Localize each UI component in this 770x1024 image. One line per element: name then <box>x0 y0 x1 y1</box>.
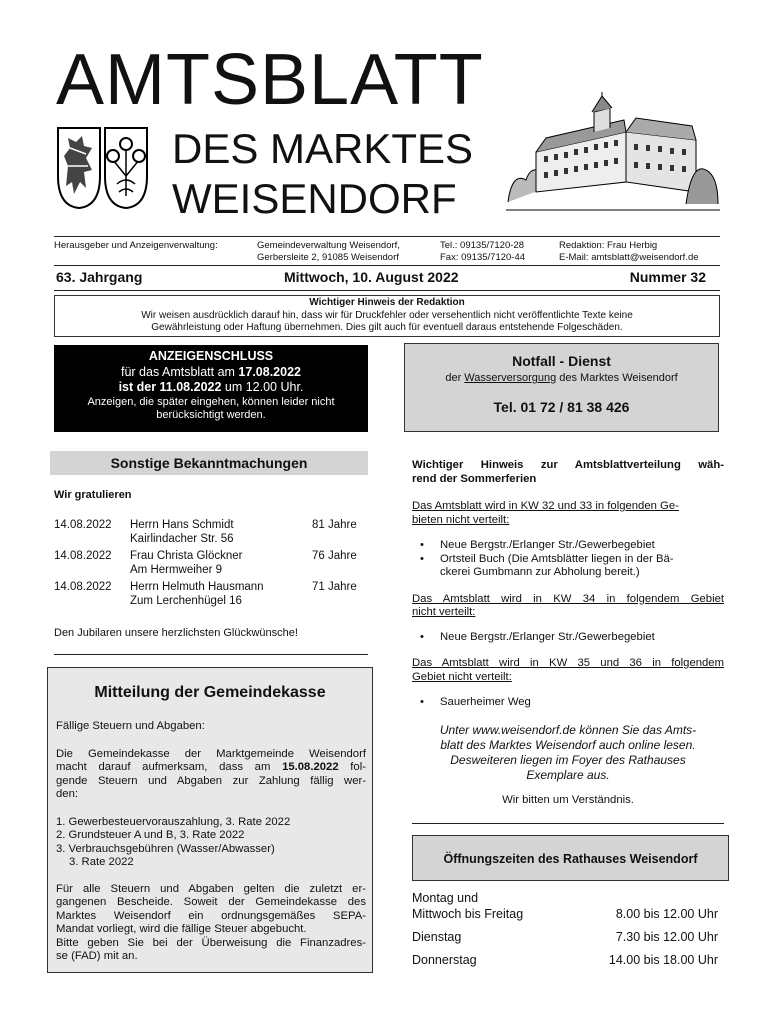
hours-day: Montag und <box>412 891 479 905</box>
newspaper-subtitle-line2: WEISENDORF <box>172 175 457 222</box>
masthead-rule <box>54 236 720 237</box>
wir-gratulieren-heading: Wir gratulieren <box>54 489 132 501</box>
hours-day: Donnerstag <box>412 953 477 967</box>
notfall-dienst-box <box>404 343 719 432</box>
redaktion-notice <box>54 295 720 337</box>
hours-time: 14.00 bis 18.00 Uhr <box>608 953 718 967</box>
issue-jahrgang: 63. Jahrgang <box>56 269 143 285</box>
list-item: • Neue Bergstr./Erlanger Str./Gewerbegebiet <box>420 539 655 551</box>
verteilung-s3-list <box>412 696 724 710</box>
birthday-street: Am Hermweiher 9 <box>130 564 223 576</box>
birthday-name: Herrn Helmuth Hausmann <box>130 581 264 593</box>
gemeindekasse-intro: Fällige Steuern und Abgaben: <box>56 720 205 732</box>
publisher-email[interactable]: E-Mail: amtsblatt@weisendorf.de <box>559 252 699 263</box>
list-item: • Ortsteil Buch (Die Amtsblätter liegen in der Bä- <box>420 552 674 565</box>
birthday-name: Herrn Hans Schmidt <box>130 519 234 531</box>
verteilung-s1-heading: Das Amtsblatt wird in KW 32 und 33 in folgenden Ge- bieten nicht verteilt: <box>412 500 679 526</box>
list-item: • Sauerheimer Weg <box>420 696 531 708</box>
hours-row <box>412 891 718 907</box>
gemeindekasse-paragraph2: Für alle Steuern und Abgaben gelten die zuletzt er- gangenen Bescheide. Soweit der Gemeindekasse des Marktes Weisendorf ein ordnungsgemäßes SEPA- Mandat vorliegt, wird die fällige Steuer abgebucht. Bitte geben Sie bei der Überweisung die Finanzadres- se (FAD) mit an. <box>56 882 366 962</box>
hours-row <box>412 930 718 953</box>
anzeigenschluss-line1: für das Amtsblatt am 17.08.2022 <box>121 364 301 379</box>
coat-of-arms-lion-icon <box>56 126 102 210</box>
newspaper-subtitle-line1: DES MARKTES <box>172 125 474 172</box>
birthday-entry <box>54 549 368 580</box>
birthday-entry <box>54 580 368 611</box>
birthday-age: 71 Jahre <box>312 581 357 593</box>
publisher-redaktion: Redaktion: Frau Herbig <box>559 240 658 251</box>
due-item: 2. Grundsteuer A und B, 3. Rate 2022 <box>56 829 245 841</box>
birthday-date: 14.08.2022 <box>54 581 112 593</box>
section-header-sonstige: Sonstige Bekanntmachungen <box>50 451 368 475</box>
birthday-name: Frau Christa Glöckner <box>130 550 243 562</box>
issue-number: Nummer 32 <box>629 269 706 285</box>
anzeigenschluss-box <box>54 345 368 432</box>
publisher-label: Herausgeber und Anzeigenverwaltung: <box>54 240 218 251</box>
birthday-list <box>54 518 368 611</box>
publisher-address-line2: Gerbersleite 2, 91085 Weisendorf <box>257 252 399 263</box>
publisher-address-line1: Gemeindeverwaltung Weisendorf, <box>257 240 400 251</box>
issue-rule-bottom <box>54 290 720 291</box>
due-item: 3. Verbrauchsgebühren (Wasser/Abwasser) <box>56 842 275 855</box>
issue-rule-top <box>54 265 720 266</box>
notfall-title: Notfall - Dienst <box>512 353 611 369</box>
birthday-closing: Den Jubilaren unsere herzlichsten Glückwünsche! <box>54 627 298 639</box>
notice-line2: Gewährleistung oder Haftung übernehmen. Dies gilt auch für eventuell daraus entstehende Folgeschäden. <box>151 322 623 333</box>
oeffnungszeiten-header: Öffnungszeiten des Rathauses Weisendorf <box>412 835 729 881</box>
hours-day: Dienstag <box>412 930 462 944</box>
verteilung-thanks: Wir bitten um Verständnis. <box>502 793 634 806</box>
gemeindekasse-box <box>47 667 373 973</box>
notfall-subtitle: der Wasserversorgung des Marktes Weisendorf <box>445 372 678 384</box>
hours-time: 8.00 bis 12.00 Uhr <box>615 907 718 921</box>
birthday-age: 76 Jahre <box>312 550 357 562</box>
verteilung-s2-heading: Das Amtsblatt wird in KW 34 in folgendem Gebiet nicht verteilt: <box>412 592 724 618</box>
notice-line1: Wir weisen ausdrücklich darauf hin, dass wir für Druckfehler oder versehentlich nicht veröffentlichte Texte keine <box>141 309 633 321</box>
coat-of-arms-flowers-icon <box>103 126 149 210</box>
verteilung-s1-list <box>412 539 724 580</box>
notice-title: Wichtiger Hinweis der Redaktion <box>309 297 465 308</box>
gemeindekasse-paragraph1: Die Gemeindekasse der Marktgemeinde Weisendorf macht darauf aufmerksam, dass am 15.08.2022 fol- gende Steuern und Abgaben zur Zahlung fällig wer- den: <box>56 747 366 800</box>
section-divider <box>54 654 368 655</box>
gemeindekasse-due-list <box>56 816 366 870</box>
issue-bar <box>54 269 720 289</box>
birthday-street: Kairlindacher Str. 56 <box>130 533 234 545</box>
anzeigenschluss-line3: Anzeigen, die später eingehen, können leider nicht <box>87 395 335 408</box>
birthday-entry <box>54 518 368 549</box>
hours-row <box>412 907 718 930</box>
hours-time: 7.30 bis 12.00 Uhr <box>615 930 718 944</box>
birthday-street: Zum Lerchenhügel 16 <box>130 595 242 607</box>
list-item-continued: ckerei Gumbmann zur Abholung bereit.) <box>440 566 640 578</box>
newspaper-title: AMTSBLATT <box>56 40 484 120</box>
gemeindekasse-title: Mitteilung der Gemeindekasse <box>94 684 326 701</box>
gemeindekasse-body <box>56 720 366 964</box>
verteilung-s3-heading: Das Amtsblatt wird in KW 35 und 36 in folgendem Gebiet nicht verteilt: <box>412 657 724 683</box>
birthday-date: 14.08.2022 <box>54 519 112 531</box>
anzeigenschluss-title: ANZEIGENSCHLUSS <box>148 349 274 363</box>
notfall-phone: Tel. 01 72 / 81 38 426 <box>493 399 630 415</box>
verteilung-title: Wichtiger Hinweis zur Amtsblattverteilung wäh- rend der Sommerferien <box>412 459 724 485</box>
due-item: 1. Gewerbesteuervorauszahlung, 3. Rate 2022 <box>56 815 291 828</box>
anzeigenschluss-line2: ist der 11.08.2022 um 12.00 Uhr. <box>118 380 304 394</box>
issue-date: Mittwoch, 10. August 2022 <box>284 269 459 285</box>
due-item: 3. Rate 2022 <box>69 856 134 868</box>
oeffnungszeiten-table <box>412 891 718 973</box>
anzeigenschluss-line4: berücksichtigt werden. <box>156 408 266 421</box>
hours-day: Mittwoch bis Freitag <box>412 907 524 921</box>
publisher-fax: Fax: 09135/7120-44 <box>440 252 526 263</box>
birthday-age: 81 Jahre <box>312 519 357 531</box>
publisher-tel: Tel.: 09135/7120-28 <box>440 240 524 251</box>
verteilung-s2-list <box>412 631 724 645</box>
section-divider <box>412 823 724 824</box>
verteilung-body <box>412 500 724 807</box>
birthday-date: 14.08.2022 <box>54 550 112 562</box>
castle-illustration <box>506 92 720 214</box>
hours-row <box>412 953 718 973</box>
list-item: • Neue Bergstr./Erlanger Str./Gewerbegebiet <box>420 630 655 643</box>
verteilung-online-note: Unter www.weisendorf.de können Sie das Amts- blatt des Marktes Weisendorf auch online lesen. Desweiteren liegen im Foyer des Rathauses Exemplare aus. <box>439 722 697 782</box>
